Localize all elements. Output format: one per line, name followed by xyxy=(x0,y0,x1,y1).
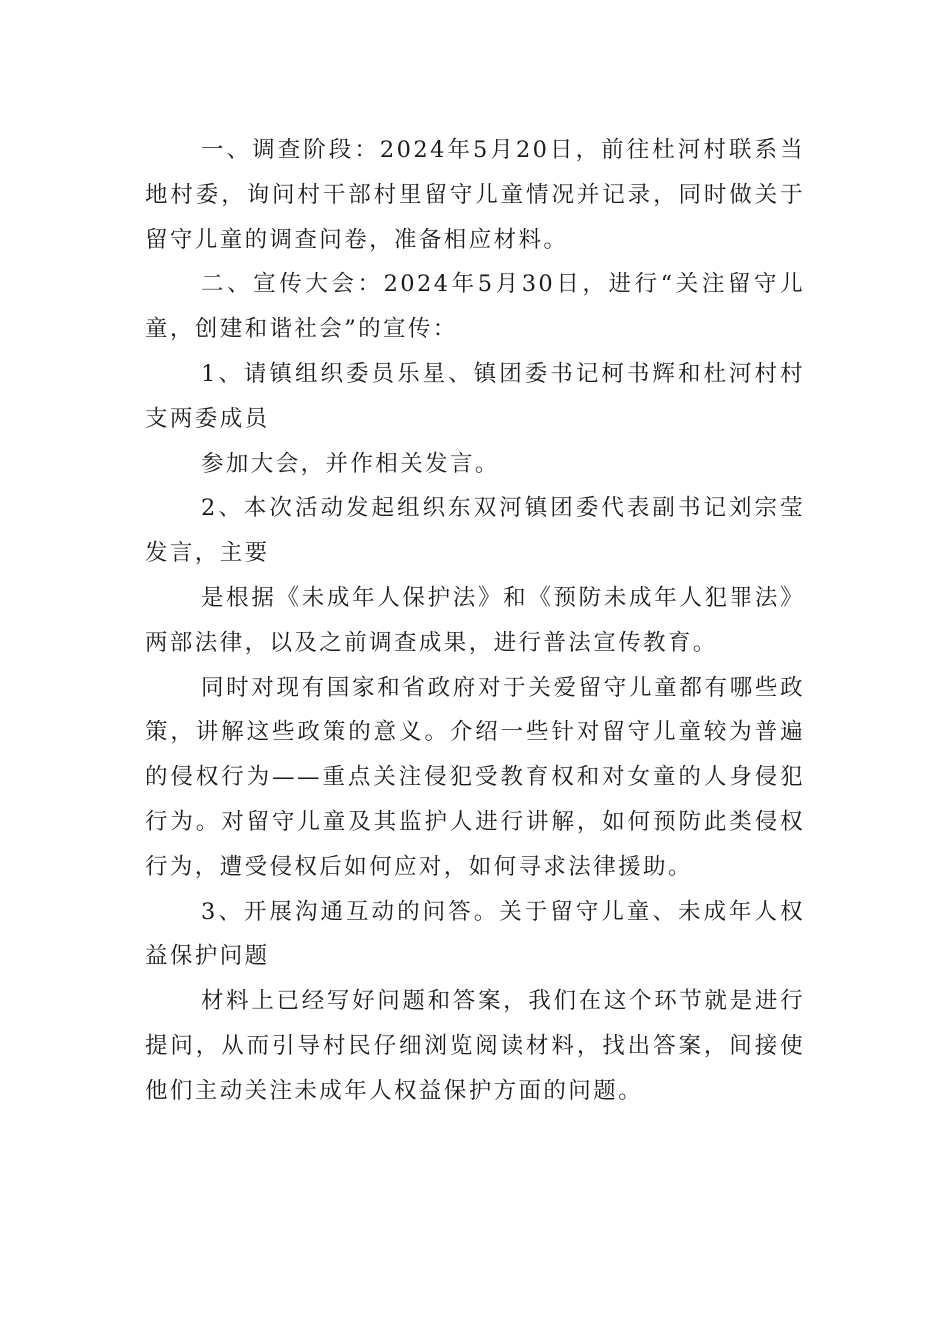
paragraph-survey-stage: 一、调查阶段：2024年5月20日，前往杜河村联系当地村委，询问村干部村里留守儿童情况并记录，同时做关于留守儿童的调查问卷，准备相应材料。 xyxy=(145,137,805,253)
paragraph-item-1-continued: 参加大会，并作相关发言。 xyxy=(201,450,500,477)
paragraph-item-1: 1、请镇组织委员乐星、镇团委书记柯书辉和杜河村村支两委成员 xyxy=(145,360,805,432)
paragraph-policy-explanation: 同时对现有国家和省政府对于关爱留守儿童都有哪些政策，讲解这些政策的意义。介绍一些针对留守儿童较为普遍的侵权行为——重点关注侵犯受教育权和对女童的人身侵犯行为。对留守儿童及其监护人进行讲解，如何预防此类侵权行为，遭受侵权后如何应对，如何寻求法律援助。 xyxy=(145,674,805,880)
document-body xyxy=(145,128,805,1114)
paragraph-item-2-continued: 是根据《未成年人保护法》和《预防未成年人犯罪法》两部法律，以及之前调查成果，进行普法宣传教育。 xyxy=(145,584,805,656)
paragraph-publicity-meeting: 二、宣传大会：2024年5月30日，进行“关注留守儿童，创建和谐社会”的宣传： xyxy=(145,271,805,343)
paragraph-item-3: 3、开展沟通互动的问答。关于留守儿童、未成年人权益保护问题 xyxy=(145,898,805,970)
paragraph-item-3-continued: 材料上已经写好问题和答案，我们在这个环节就是进行提问，从而引导村民仔细浏览阅读材料，找出答案，间接使他们主动关注未成年人权益保护方面的问题。 xyxy=(145,988,805,1104)
paragraph-item-2: 2、本次活动发起组织东双河镇团委代表副书记刘宗莹发言，主要 xyxy=(145,495,805,567)
